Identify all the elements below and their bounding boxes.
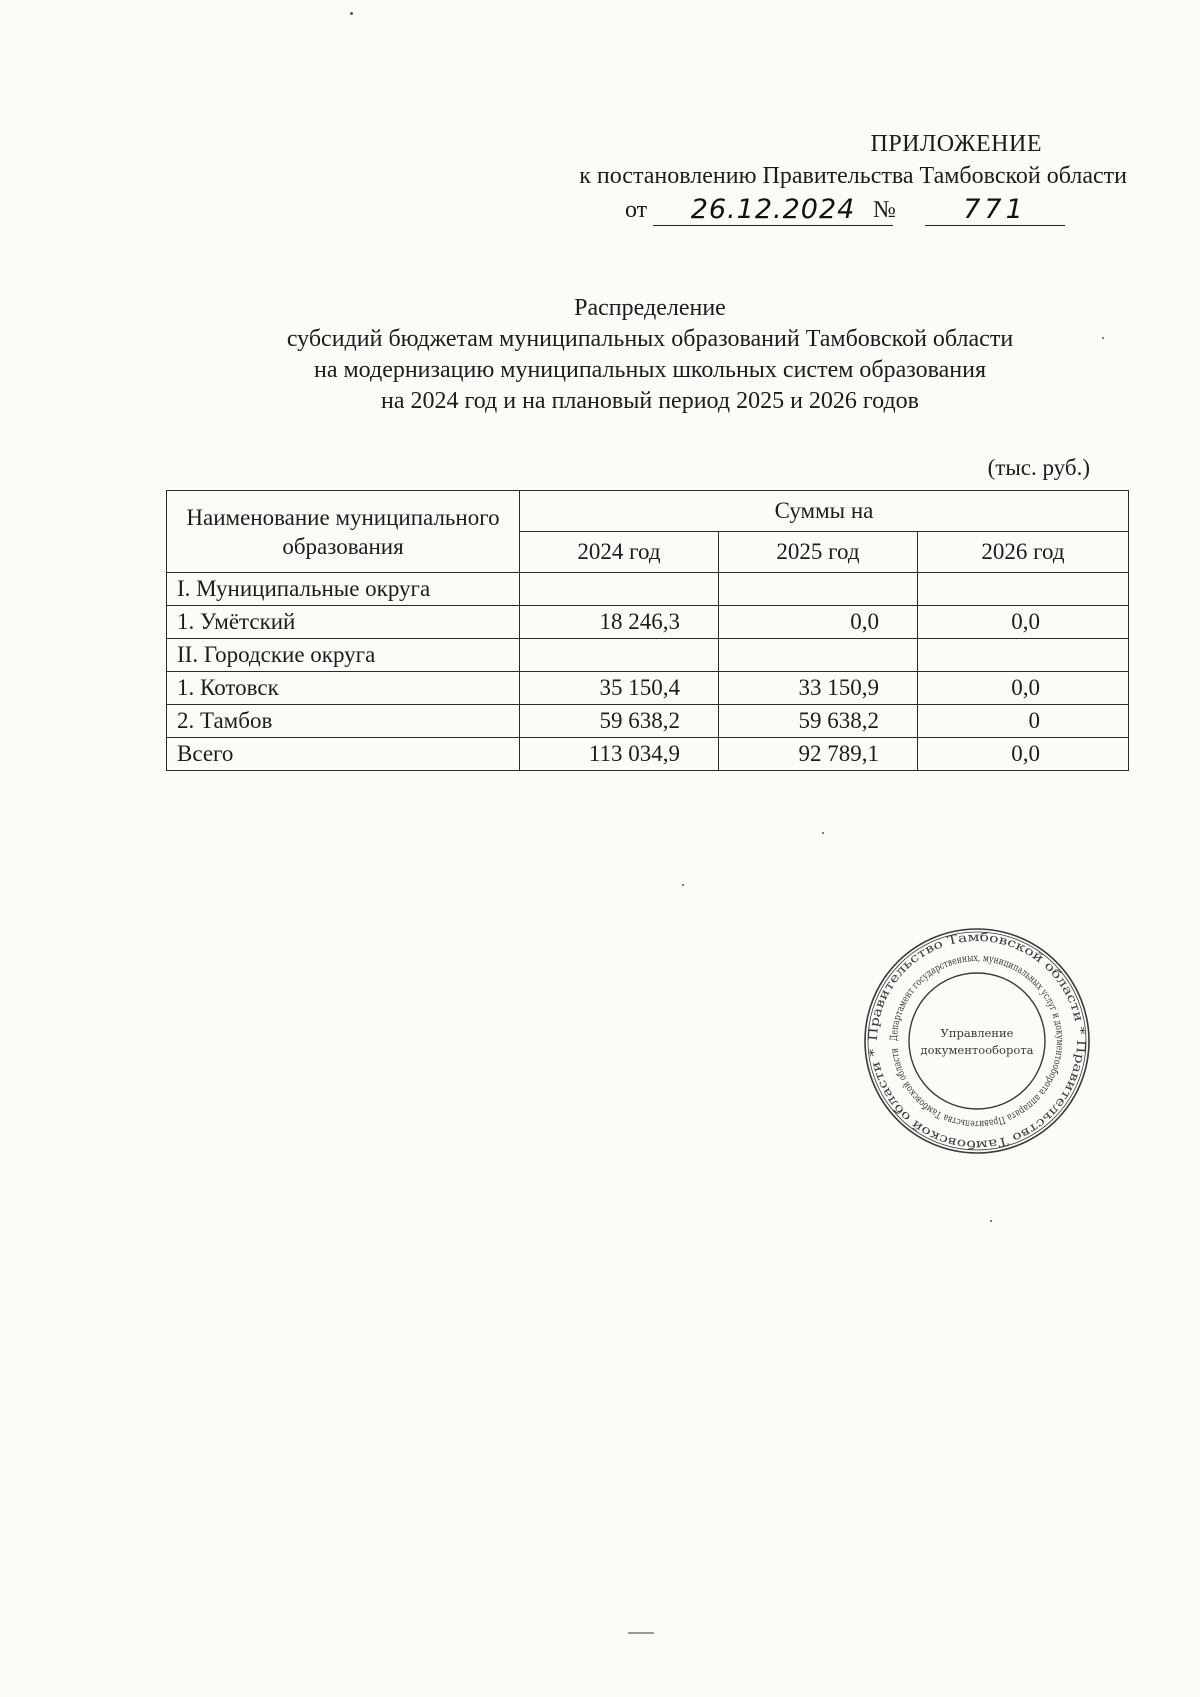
- resolution-date: 26.12.2024: [653, 195, 893, 226]
- value-2024: 35 150,4: [520, 672, 719, 705]
- value-2025: [719, 639, 918, 672]
- stamp-inner-ring: [909, 973, 1045, 1109]
- table-header-row: [167, 491, 1129, 532]
- stamp-center-line-1: Управление: [940, 1026, 1014, 1040]
- table-row: [167, 639, 1129, 672]
- value-2024: [520, 639, 719, 672]
- header-year-2026: 2026 год: [918, 532, 1129, 573]
- annex-header: [427, 128, 1127, 192]
- title-line-1: Распределение: [574, 295, 726, 321]
- stamp-middle-text: Департамент государственных, муниципальных услуг и документооборота аппарата Правительства Тамбовской области: [888, 952, 1066, 1130]
- official-stamp: [862, 926, 1092, 1156]
- table-row: [167, 573, 1129, 606]
- title-line-2: субсидий бюджетам муниципальных образований Тамбовской области: [286, 326, 1014, 352]
- scan-speck: [822, 832, 824, 834]
- resolution-date-line: [625, 195, 1045, 231]
- number-prefix: №: [873, 197, 896, 223]
- value-2024: 113 034,9: [520, 738, 719, 771]
- units-label: (тыс. руб.): [987, 455, 1090, 480]
- value-2025: 92 789,1: [719, 738, 918, 771]
- value-2025: 59 638,2: [719, 705, 918, 738]
- annex-subtitle: к постановлению Правительства Тамбовской области: [579, 163, 1127, 189]
- row-name: 2. Тамбов: [167, 705, 520, 738]
- value-2025: 0,0: [719, 606, 918, 639]
- value-2026: [918, 573, 1129, 606]
- value-2026: 0,0: [918, 672, 1129, 705]
- stamp-outer-text: Правительство Тамбовской области * Правительство Тамбовской области *: [865, 929, 1089, 1153]
- table-row: [167, 606, 1129, 639]
- row-name: 1. Котовск: [167, 672, 520, 705]
- table-total-row: [167, 738, 1129, 771]
- scan-speck: [990, 1220, 992, 1222]
- header-sums: Суммы на: [520, 491, 1129, 532]
- value-2026: 0,0: [918, 738, 1129, 771]
- title-line-4: на 2024 год и на плановый период 2025 и 2026 годов: [380, 388, 920, 414]
- stamp-center-line-2: документооборота: [920, 1043, 1034, 1057]
- value-2026: 0,0: [918, 606, 1129, 639]
- subsidy-table: [166, 490, 1129, 771]
- title-line-3: на модернизацию муниципальных школьных систем образования: [313, 357, 987, 383]
- scan-speck: [350, 12, 353, 15]
- scan-speck: [1102, 337, 1104, 339]
- value-2024: [520, 573, 719, 606]
- row-name: Всего: [167, 738, 520, 771]
- table-row: [167, 672, 1129, 705]
- annex-title: ПРИЛОЖЕНИЕ: [870, 131, 1042, 157]
- row-name: I. Муниципальные округа: [167, 573, 520, 606]
- date-prefix: от: [625, 197, 648, 223]
- header-municipality: Наименование муниципального образования: [167, 491, 520, 573]
- value-2026: 0: [918, 705, 1129, 738]
- row-name: II. Городские округа: [167, 639, 520, 672]
- row-name: 1. Умётский: [167, 606, 520, 639]
- value-2025: 33 150,9: [719, 672, 918, 705]
- scan-speck: [628, 1632, 654, 1634]
- scan-speck: [682, 884, 684, 886]
- header-year-2025: 2025 год: [719, 532, 918, 573]
- value-2026: [918, 639, 1129, 672]
- document-title: [160, 293, 1140, 417]
- value-2025: [719, 573, 918, 606]
- value-2024: 59 638,2: [520, 705, 719, 738]
- table-row: [167, 705, 1129, 738]
- header-year-2024: 2024 год: [520, 532, 719, 573]
- resolution-number: 771: [925, 195, 1065, 226]
- value-2024: 18 246,3: [520, 606, 719, 639]
